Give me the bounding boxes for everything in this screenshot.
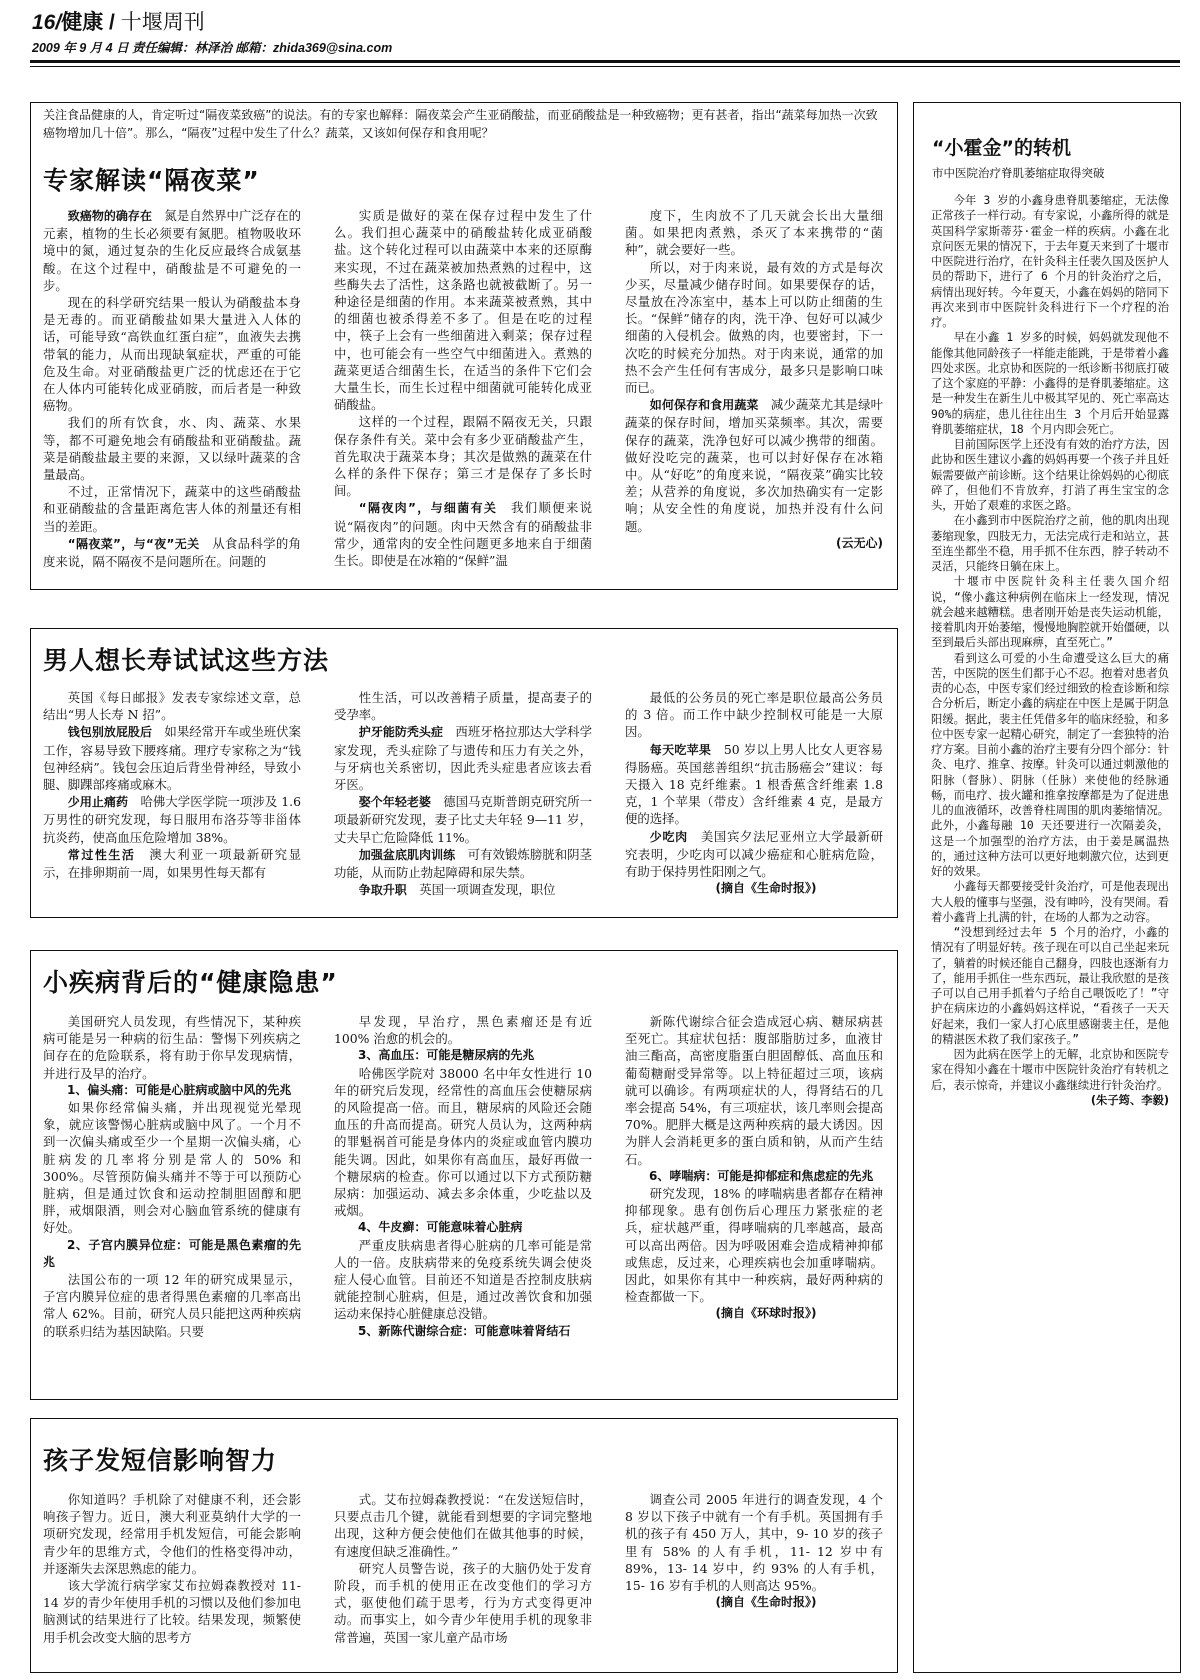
sidebar-subtitle: 市中医院治疗脊肌萎缩症取得突破 bbox=[932, 166, 1105, 180]
paragraph-text: 英国《每日邮报》发表专家综述文章，总结出“男人长寿 N 招”。 bbox=[43, 690, 301, 723]
paragraph bbox=[43, 846, 301, 881]
paragraph bbox=[625, 207, 883, 259]
paragraph bbox=[43, 1577, 301, 1646]
header-rule-thin bbox=[30, 66, 1180, 67]
paragraph-text: 澳大利亚一项最新研究显示，在排卵期前一周，如果男性每天都有 bbox=[43, 846, 301, 881]
article-body bbox=[43, 1491, 885, 1669]
paragraph-text: 你知道吗？手机除了对健康不利，还会影响孩子智力。近日，澳大利亚莫纳什大学的一项研究发现，经常用手机发短信，可能会影响青少年的思维方式，令他们的性格变得冲动，并逐渐失去深思熟虑的能力。 bbox=[43, 1492, 301, 1576]
sidebar-paragraph: 小鑫每天都要接受针灸治疗，可是他表现出大人般的懂事与坚强，没有呻吟，没有哭闹。看着小鑫背上扎满的针，在场的人都为之动容。 bbox=[931, 880, 1169, 924]
article-leftover-food bbox=[30, 102, 898, 590]
article-title: 孩子发短信影响智力 bbox=[43, 1446, 278, 1475]
paragraph bbox=[334, 689, 592, 723]
paragraph bbox=[334, 793, 592, 846]
paragraph-text: 调查公司 2005 年进行的调查发现，4 个 8 岁以下孩子中就有一个有手机。英国拥有手机的孩子有 450 万人，其中，9- 10 岁的孩子里有 58% 的人有手机，11- 12 岁中有 89%，13- 14 岁中，约 93% 的人有手机，15- 16 岁有手机的人则高达 95%。 bbox=[625, 1492, 883, 1594]
article-body bbox=[43, 207, 885, 587]
subheading: 4、牛皮癣：可能意味着心脏病 bbox=[358, 1220, 523, 1235]
paragraph bbox=[43, 535, 301, 570]
paragraph-text: 我们的所有饮食，水、肉、蔬菜、水果等，都不可避免地会有硝酸盐和亚硝酸盐。蔬菜是硝酸盐最主要的来源，又以绿叶蔬菜的含量最高。 bbox=[43, 415, 301, 483]
paragraph-lead: 少用止痛药 bbox=[67, 795, 129, 810]
sidebar-paragraph: 早在小鑫 1 岁多的时候，妈妈就发现他不能像其他同龄孩子一样能走能跳，于是带着小鑫四处求医。北京协和医院的一纸诊断书彻底打破了这个家庭的平静：小鑫得的是脊肌萎缩症。这是一种发生在新生儿中极其罕见的、死亡率高达 90%的病症，患儿往往出生 3 个月后开始显露脊肌萎缩症状，18 个月内即会死亡。 bbox=[931, 331, 1169, 436]
subheading: 3、高血压：可能是糖尿病的先兆 bbox=[358, 1048, 535, 1063]
paragraph-lead: 加强盆底肌肉训练 bbox=[358, 847, 456, 862]
paragraph-text: 如果经常开车或坐班伏案工作，容易导致下腰疼痛。理疗专家称之为“钱包神经病”。钱包会压迫后背坐骨神经，导致小腿、脚踝部疼痛或麻木。 bbox=[43, 724, 301, 793]
paper-name: 十堰周刊 bbox=[120, 11, 205, 34]
sidebar-paragraph: “没想到经过去年 5 个月的治疗，小鑫的情况有了明显好转。孩子现在可以自己坐起来玩了，躺着的时候还能自己翻身，四肢也逐渐有力了，能用手抓住一些东西玩，最让我欣慰的是孩子可以自己用手抓着勺子给自己喂饭吃了！”守护在病床边的小鑫妈妈这样说，“看孩子一天天好起来，我们一家人打心底里感谢裴主任，是他的精湛医术救了我们家孩子。” bbox=[931, 926, 1169, 1046]
paragraph-lead: 钱包别放屁股后 bbox=[67, 725, 152, 740]
paragraph bbox=[334, 413, 592, 499]
paragraph-text: 英国一项调查发现，职位 bbox=[406, 882, 556, 898]
paragraph: 哈佛医学院对 38000 名中年女性进行 10 年的研究后发现，经常性的高血压会使糖尿病的风险提高一倍。而且，糖尿病的风险还会随血压的升高而提高。研究人员认为，这两种病的罪魁祸首可能是身体内的炎症或血管内膜功能失调。因此，如果你有高血压，最好再做一个糖尿病的检查。你可以通过以下方式预防糖尿病：加强运动、减去多余体重，少吃盐以及戒烟。 bbox=[334, 1065, 592, 1219]
subheading: 5、新陈代谢综合症：可能意味着肾结石 bbox=[358, 1323, 571, 1338]
article-byline: (摘自《环球时报》) bbox=[715, 1306, 817, 1321]
paragraph-lead: 少吃肉 bbox=[649, 829, 688, 844]
paragraph bbox=[43, 689, 301, 723]
paragraph-text: 现在的科学研究结果一般认为硝酸盐本身是无毒的。而亚硝酸盐如果大量进入人体的话，可能导致“高铁血红蛋白症”，血液失去携带氧的能力，从而出现缺氧症状，严重的可能危及生命。对亚硝酸盐更广泛的忧虑还在于它在人体内可能转化成亚硝胺，而后者是一种致癌物。 bbox=[43, 295, 301, 414]
sidebar-title: “小霍金”的转机 bbox=[932, 137, 1071, 159]
article-men-longevity bbox=[30, 628, 898, 918]
paragraph bbox=[334, 207, 592, 413]
article-title: 男人想长寿试试这些方法 bbox=[43, 646, 330, 675]
paragraph bbox=[334, 723, 592, 793]
article-kids-texting bbox=[30, 1418, 898, 1673]
paragraph bbox=[334, 846, 592, 881]
paragraph-lead: “隔夜菜”，与“夜”无关 bbox=[67, 536, 200, 551]
paragraph: 早发现，早治疗，黑色素瘤还是有近 100% 治愈的机会的。 bbox=[334, 1014, 592, 1047]
paragraph bbox=[43, 723, 301, 793]
paragraph-text: 德国马克斯普朗克研究所一项最新研究发现，妻子比丈夫年轻 9—11 岁，丈夫早亡危险降低 11%。 bbox=[334, 794, 592, 845]
paragraph-lead: 争取升职 bbox=[358, 883, 407, 898]
paragraph: 研究发现，18% 的哮喘病患者都存在精神抑郁现象。患有创伤后心理压力紧张症的老兵，症状越严重，得哮喘病的几率越高，最高可以高出两倍。因为呼吸困难会造成精神抑郁或焦虑，反过来，心理疾病也会加重哮喘病。因此，如果你有其中一种疾病，最好两种病的检查都做一下。 bbox=[625, 1186, 883, 1305]
paragraph: 如果你经常偏头痛，并出现视觉光晕现象，就应该警惕心脏病或脑中风了。一个月不到一次偏头痛或至少一个星期一次偏头痛，心脏病发的几率将分别是常人的 50% 和 300%。尽管预防偏头痛并不等于可以预防心脏病，但是通过饮食和运动控制胆固醇和肥胖，戒烟限酒，则会对心脑血管系统的健康有好处。 bbox=[43, 1100, 301, 1236]
article-intro: 关注食品健康的人，肯定听过“隔夜菜致癌”的说法。有的专家也解释：隔夜菜会产生亚硝酸盐，而亚硝酸盐是一种致癌物；更有甚者，指出“蔬菜每加热一次致癌物增加几十倍”。那么，“隔夜”过程中发生了什么？蔬菜，又该如何保存和食用呢？ bbox=[43, 108, 878, 140]
paragraph-lead: 致癌物的确存在 bbox=[67, 209, 152, 223]
masthead: 16/健康 / 十堰周刊 bbox=[32, 11, 205, 34]
article-title: 小疾病背后的“健康隐患” bbox=[43, 968, 338, 997]
paragraph-text: 氮是自然界中广泛存在的元素，植物的生长必须要有氮肥。植物吸收环境中的氮，通过复杂的生化反应最终合成氨基酸。在这个过程中，硝酸盐是不可避免的一步。 bbox=[43, 208, 301, 293]
sidebar-byline: (朱子筠、李毅) bbox=[1090, 1093, 1169, 1107]
paragraph bbox=[43, 207, 301, 294]
article-byline: (摘自《生命时报》) bbox=[715, 881, 817, 896]
sidebar-body bbox=[931, 193, 1169, 1108]
paragraph-lead: 护牙能防秃头症 bbox=[358, 725, 443, 740]
paragraph-text: 可有效锻炼膀胱和阴茎功能，从而防止勃起障碍和尿失禁。 bbox=[334, 846, 592, 881]
article-body bbox=[43, 689, 885, 915]
sidebar-paragraph: 因为此病在医学上的无解，北京协和医院专家在得知小鑫在十堰市中医院针灸治疗有转机之后，表示惊奇，并建议小鑫继续进行针灸治疗。 bbox=[931, 1048, 1169, 1092]
sidebar-paragraph: 今年 3 岁的小鑫身患脊肌萎缩症，无法像正常孩子一样行动。有专家说，小鑫所得的就是英国科学家斯蒂芬·霍金一样的疾病。小鑫在北京问医无果的情况下，于去年夏天来到了十堰市中医院进行治疗，在针灸科主任裴久国及医护人员的帮助下，进行了 6 个月的针灸治疗之后，病情出现好转。今年夏天，小鑫在妈妈的陪同下再次来到市中医院针灸科进行下一个疗程的治疗。 bbox=[931, 194, 1169, 329]
article-byline: (摘自《生命时报》) bbox=[715, 1595, 817, 1610]
paragraph-text: 实质是做好的菜在保存过程中发生了什么。我们担心蔬菜中的硝酸盐转化成亚硝酸盐。这个转化过程可以由蔬菜中本来的还原酶来实现，不过在蔬菜被加热煮熟的过程中，这些酶失去了活性，这条路也就被截断了。另一种途径是细菌的作用。本来蔬菜被煮熟，其中的细菌也被杀得差不多了。但是在吃的过程中，筷子上会有一些细菌进入剩菜；保存过程中，也可能会有一些空气中细菌进入。煮熟的蔬菜更适合细菌生长，在适当的条件下它们会大量生长，而生长过程中细菌就可能转化成亚硝酸盐。 bbox=[334, 208, 592, 413]
sidebar-paragraph: 目前国际医学上还没有有效的治疗方法，因此协和医生建议小鑫的妈妈再要一个孩子并且妊娠需要做产前诊断。这个结果让徐妈妈的心彻底碎了，但他们不肯放弃，打消了再生宝宝的念头，开始了艰难的求医之路。 bbox=[931, 438, 1169, 512]
sidebar-paragraph: 十堰市中医院针灸科主任裴久国介绍说，“像小鑫这种病例在临床上一经发现，情况就会越来越糟糕。患者刚开始是丧失运动机能，接着肌肉开始萎缩，慢慢地胸腔就开始僵硬，以至到最后头部出现麻痹，直至死亡。” bbox=[931, 575, 1169, 650]
subheading: 2、子宫内膜异位症：可能是黑色素瘤的先兆 bbox=[43, 1237, 301, 1269]
paragraph bbox=[625, 1491, 883, 1594]
header-rule bbox=[30, 60, 1180, 63]
sidebar-article bbox=[913, 102, 1181, 1673]
paragraph bbox=[43, 1491, 301, 1577]
dateline: 2009 年 9 月 4 日 责任编辑：林泽治 邮箱：zhida369@sina.com bbox=[32, 41, 393, 55]
paragraph bbox=[334, 1560, 592, 1646]
paragraph bbox=[625, 828, 883, 881]
article-body bbox=[43, 1013, 885, 1397]
paragraph bbox=[625, 741, 883, 828]
paragraph bbox=[334, 1491, 592, 1560]
sidebar-paragraph: 看到这么可爱的小生命遭受这么巨大的痛苦，中医院的医生们都于心不忍。抱着对患者负责的心态，中医专家们经过细致的检查诊断和综合分析后，断定小鑫的病症在中医上是属于阴急阳缓。据此，裴主任凭借多年的临床经验，和多位中医专家一起精心研究，制定了一套独特的治疗方案。目前小鑫的治疗主要有分四个部分：针灸、电疗、推拿、按摩。针灸可以通过刺激他的阳脉（督脉）、阴脉（任脉）来使他的经脉通畅，而电疗、拔火罐和推拿按摩都是为了促进患儿的血液循环，改善脊柱周围的肌肉萎缩情况。此外，小鑫每融 10 天还要进行一次隔姜灸，这是一个加强型的治疗方法，由于姜是属温热的，通过这种方法可以更好地刺激穴位，达到更好的效果。 bbox=[931, 651, 1169, 878]
paragraph bbox=[43, 414, 301, 483]
paragraph bbox=[334, 881, 592, 899]
subheading: 1、偏头痛：可能是心脏病或脑中风的先兆 bbox=[67, 1082, 292, 1097]
paragraph-text: 美国宾夕法尼亚州立大学最新研究表明，少吃肉可以减少癌症和心脏病危险，有助于保持男性阳刚之气。 bbox=[625, 828, 883, 880]
paragraph-lead: 每天吃苹果 bbox=[649, 742, 712, 757]
paragraph bbox=[625, 259, 883, 397]
paragraph bbox=[334, 499, 592, 569]
sidebar-paragraph: 在小鑫到市中医院治疗之前，他的肌肉出现萎缩现象，四肢无力，无法完成行走和站立，甚至连坐都坐不稳，用手抓不住东西，脖子转动不灵活，只能终日躺在床上。 bbox=[931, 514, 1169, 573]
section-name: 健康 bbox=[61, 11, 104, 34]
paragraph: 法国公布的一项 12 年的研究成果显示，子宫内膜异位症的患者得黑色素瘤的几率高出常人 62%。目前，研究人员只能把这两种疾病的联系归结为基因缺陷。只要 bbox=[43, 1272, 301, 1339]
article-health-risks bbox=[30, 950, 898, 1400]
paragraph bbox=[625, 396, 883, 535]
paragraph-lead: 如何保存和食用蔬菜 bbox=[649, 398, 759, 413]
paragraph-text: 从食品科学的角度来说，隔不隔夜不是问题所在。问题的 bbox=[43, 535, 301, 570]
paragraph-text: 减少蔬菜尤其是绿叶蔬菜的保存时间，增加买菜频率。其次，需要保存的蔬菜，洗净包好可以减少携带的细菌。做好没吃完的蔬菜，也可以封好保存在冰箱中。从“好吃”的角度来说，“隔夜菜”确实比较差；从营养的角度说，多次加热确实有一定影响；从安全性的角度说，加热并没有什么问题。 bbox=[625, 397, 883, 534]
page-number: 16/ bbox=[32, 11, 62, 34]
paragraph-text: 哈佛大学医学院一项涉及 1.6 万男性的研究发现，每日服用布洛芬等非甾体抗炎药，使高血压危险增加 38%。 bbox=[43, 794, 301, 845]
paragraph bbox=[43, 483, 301, 535]
paragraph-text: 我们顺便来说说“隔夜肉”的问题。肉中天然含有的硝酸盐非常少，通常肉的安全性问题更多地来自于细菌生长。即使是在冰箱的“保鲜”温 bbox=[334, 500, 592, 569]
paragraph-text: 所以，对于肉来说，最有效的方式是每次少买，尽量减少储存时间。如果要保存的话，尽量放在冷冻室中，基本上可以防止细菌的生长。“保鲜”储存的肉，洗干净、包好可以减少细菌的入侵机会。做熟的肉，也要密封，下一次吃的时候充分加热。对于肉来说，通常的加热不会产生任何有害成分，最多只是影响口味而已。 bbox=[625, 259, 883, 396]
paragraph-lead: 娶个年轻老婆 bbox=[358, 795, 431, 810]
paragraph-text: 度下，生肉放不了几天就会长出大量细菌。如果把肉煮熟，杀灭了本来携带的“菌种”，就会要好一些。 bbox=[625, 208, 883, 258]
paragraph-lead: 常过性生活 bbox=[67, 847, 136, 862]
paragraph-text: 研究人员警告说，孩子的大脑仍处于发育阶段，而手机的使用正在改变他们的学习方式，驱使他们疏于思考，行为方式变得更冲动。而事实上，如今青少年使用手机的现象非常普遍，英国一家儿童产品市场 bbox=[334, 1560, 592, 1645]
paragraph-text: 性生活，可以改善精子质量，提高妻子的受孕率。 bbox=[334, 690, 592, 723]
article-byline: (云无心) bbox=[836, 535, 883, 550]
paragraph bbox=[43, 793, 301, 846]
paragraph-text: 这样的一个过程，跟隔不隔夜无关，只跟保存条件有关。菜中会有多少亚硝酸盐产生，首先取决于蔬菜本身；其次是做熟的蔬菜在什么样的条件下保存；第三才是保存了多长时间。 bbox=[334, 414, 592, 499]
paragraph bbox=[625, 689, 883, 741]
paragraph bbox=[43, 294, 301, 414]
paragraph-text: 最低的公务员的死亡率是职位最高公务员的 3 倍。而工作中缺少控制权可能是一大原因。 bbox=[625, 690, 883, 740]
paragraph-text: 不过，正常情况下，蔬菜中的这些硝酸盐和亚硝酸盐的含量距离危害人体的剂量还有相当的差距。 bbox=[43, 484, 301, 534]
subheading: 6、哮喘病：可能是抑郁症和焦虑症的先兆 bbox=[649, 1168, 874, 1183]
paragraph-text: 50 岁以上男人比女人更容易得肠癌。英国慈善组织“抗击肠癌会”建议：每天摄入 18 克纤维素。1 根香蕉含纤维素 1.8 克，1 个苹果（带皮）含纤维素 4 克，是最方便的选择。 bbox=[625, 741, 883, 827]
paragraph-text: 西班牙格拉那达大学科学家发现，秃头症除了与遗传和压力有关之外，与牙病也关系密切，因此秃头症患者应该去看牙医。 bbox=[334, 724, 592, 793]
paragraph-lead: “隔夜肉”，与细菌有关 bbox=[358, 501, 498, 516]
paragraph: 新陈代谢综合征会造成冠心病、糖尿病甚至死亡。其症状包括：腹部脂肪过多，血液甘油三酯高，高密度脂蛋白胆固醇低、高血压和葡萄糖耐受异常等。以上特征超过三项，该病就可以确诊。有两项症状的人，得肾结石的几率会提高 54%，有三项症状，该几率则会提高 70%。肥胖大概是这两种疾病的最大诱因。因为胖人会消耗更多的蛋白质和钠，从而产生结石。 bbox=[625, 1014, 883, 1167]
paragraph-text: 式。艾布拉姆森教授说：“在发送短信时，只要点击几个键，就能看到想要的字词完整地出现，这种方便会使他们在做其他事的时候，有速度但缺乏准确性。” bbox=[334, 1492, 592, 1559]
article-title: 专家解读“隔夜菜” bbox=[43, 166, 260, 195]
paragraph-text: 该大学流行病学家艾布拉姆森教授对 11- 14 岁的青少年使用手机的习惯以及他们参加电脑测试的结果进行了比较。结果发现，频繁使用手机会改变大脑的思考方 bbox=[43, 1578, 301, 1645]
paragraph: 严重皮肤病患者得心脏病的几率可能是常人的一倍。皮肤病带来的免疫系统失调会使炎症人侵心血管。目前还不知道是否控制皮肤病就能控制心脏病，但是，通过改善饮食和加强运动来保持心脏健康总没错。 bbox=[334, 1237, 592, 1322]
paragraph: 美国研究人员发现，有些情况下，某种疾病可能是另一种病的衍生品：警惕下列疾病之间存在的危险联系，将有助于你早发现病情，并进行及早的治疗。 bbox=[43, 1014, 301, 1081]
